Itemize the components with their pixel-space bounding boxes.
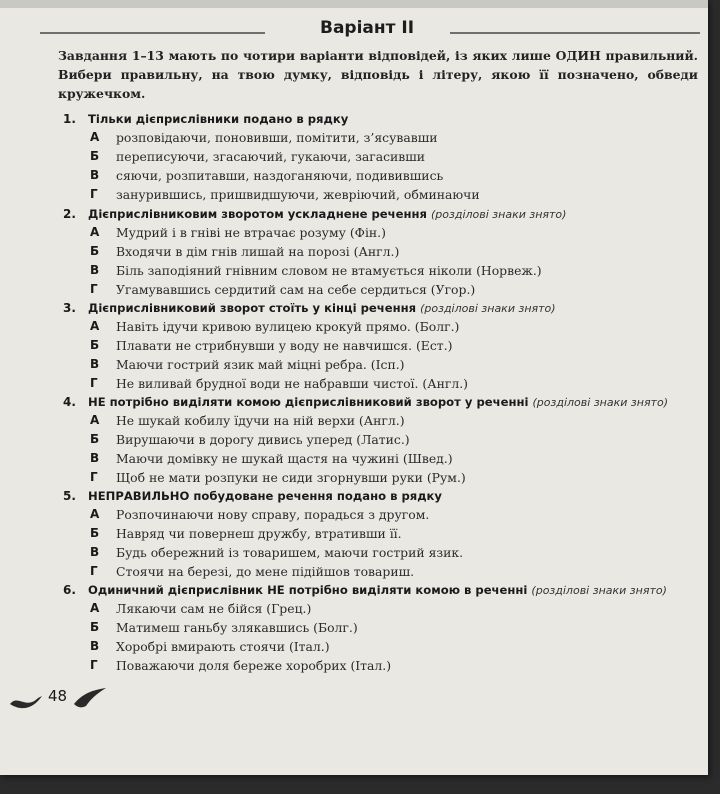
page-footer <box>8 686 128 714</box>
option-letter: Г <box>90 282 98 296</box>
question-number: 6. <box>63 583 76 597</box>
option-text: Навіть ідучи кривою вулицею крокуй прямо. (Болг.) <box>116 319 460 334</box>
option-d[interactable] <box>0 564 708 582</box>
option-d[interactable] <box>0 187 708 205</box>
option-c[interactable] <box>0 168 708 186</box>
option-text: Лякаючи сам не бійся (Грец.) <box>116 601 312 616</box>
option-letter: Г <box>90 564 98 578</box>
question-text <box>88 489 698 503</box>
question-note: (розділові знаки знято) <box>531 584 667 597</box>
option-letter: В <box>90 451 100 465</box>
option-text: Вирушаючи в дорогу дивись уперед (Латис.) <box>116 432 410 447</box>
option-c[interactable] <box>0 451 708 469</box>
option-letter: Б <box>90 526 100 540</box>
option-c[interactable] <box>0 357 708 375</box>
option-text: сяючи, розпитавши, наздоганяючи, подивившись <box>116 168 444 183</box>
option-a[interactable] <box>0 413 708 431</box>
option-text: Матимеш ганьбу злякавшись (Болг.) <box>116 620 358 635</box>
option-c[interactable] <box>0 545 708 563</box>
option-d[interactable] <box>0 470 708 488</box>
question-text <box>88 583 698 597</box>
question-prompt: Одиничний дієприслівник НЕ потрібно виділяти комою в реченні <box>88 583 528 597</box>
option-text: Розпочинаючи нову справу, порадься з другом. <box>116 507 430 522</box>
question-text <box>88 112 698 126</box>
question-text <box>88 301 698 315</box>
question-note: (розділові знаки знято) <box>420 302 556 315</box>
top-edge <box>0 0 708 8</box>
option-letter: Г <box>90 376 98 390</box>
question-text <box>88 395 698 409</box>
option-b[interactable] <box>0 244 708 262</box>
option-letter: В <box>90 639 100 653</box>
option-b[interactable] <box>0 338 708 356</box>
option-letter: А <box>90 130 100 144</box>
question-prompt: НЕПРАВИЛЬНО побудоване речення подано в рядку <box>88 489 442 503</box>
option-b[interactable] <box>0 526 708 544</box>
option-text: занурившись, пришвидшуючи, жевріючий, обминаючи <box>116 187 480 202</box>
option-a[interactable] <box>0 507 708 525</box>
option-a[interactable] <box>0 130 708 148</box>
variant-title: Варіант II <box>320 18 415 38</box>
option-c[interactable] <box>0 639 708 657</box>
option-letter: Г <box>90 470 98 484</box>
question-note: (розділові знаки знято) <box>430 208 567 221</box>
question-number: 3. <box>63 301 76 315</box>
question-number: 5. <box>63 489 76 503</box>
option-d[interactable] <box>0 658 708 676</box>
instructions: Завдання 1–13 мають по чотири варіанти відповідей, із яких лише ОДИН правильний. Вибери правильну, на твою думку, відповідь і літеру, якою її позначено, обведи кружечком. <box>58 48 698 101</box>
option-text: Будь обережний із товаришем, маючи гострий язик. <box>116 545 464 560</box>
option-letter: А <box>90 225 100 239</box>
option-letter: Б <box>90 432 100 446</box>
question-prompt: Дієприслівниковий зворот стоїть у кінці речення <box>88 301 417 315</box>
option-a[interactable] <box>0 601 708 619</box>
option-text: Плавати не стрибнувши у воду не навчишся. (Ест.) <box>116 338 453 353</box>
option-text: Не виливай брудної води не набравши чистої. (Англ.) <box>116 376 468 391</box>
option-letter: Б <box>90 149 100 163</box>
option-letter: А <box>90 319 100 333</box>
option-a[interactable] <box>0 225 708 243</box>
swash-left-icon <box>8 690 44 714</box>
option-text: Маючи домівку не шукай щастя на чужині (Швед.) <box>116 451 453 466</box>
question-prompt: НЕ потрібно виділяти комою дієприслівниковий зворот у реченні <box>88 395 529 409</box>
page-number: 48 <box>48 687 68 705</box>
question-number: 2. <box>63 207 76 221</box>
option-text: Угамувавшись сердитий сам на себе сердиться (Угор.) <box>116 282 476 297</box>
question-number: 1. <box>63 112 76 126</box>
question-note: (розділові знаки знято) <box>532 396 668 409</box>
variant-heading <box>20 18 700 44</box>
option-a[interactable] <box>0 319 708 337</box>
option-letter: В <box>90 168 100 182</box>
question-prompt: Тільки дієприслівники подано в рядку <box>88 112 349 126</box>
question-text <box>88 207 698 221</box>
option-text: переписуючи, згасаючий, гукаючи, загасивши <box>116 149 426 164</box>
option-letter: Б <box>90 338 100 352</box>
option-text: розповідаючи, поновивши, помітити, з’ясувавши <box>116 130 438 145</box>
option-text: Не шукай кобилу їдучи на ній верхи (Англ.) <box>116 413 405 428</box>
option-b[interactable] <box>0 432 708 450</box>
option-letter: В <box>90 357 100 371</box>
option-text: Щоб не мати розпуки не сиди згорнувши руки (Рум.) <box>116 470 466 485</box>
option-letter: Б <box>90 620 100 634</box>
option-letter: Г <box>90 658 98 672</box>
option-letter: Б <box>90 244 100 258</box>
question-prompt: Дієприслівниковим зворотом ускладнене речення <box>88 207 427 221</box>
heading-rule-right <box>450 32 700 34</box>
option-letter: Г <box>90 187 98 201</box>
question-number: 4. <box>63 395 76 409</box>
option-text: Хоробрі вмирають стоячи (Італ.) <box>116 639 330 654</box>
option-c[interactable] <box>0 263 708 281</box>
option-letter: А <box>90 507 100 521</box>
option-text: Поважаючи доля береже хоробрих (Італ.) <box>116 658 392 673</box>
option-text: Біль заподіяний гнівним словом не втамується ніколи (Норвеж.) <box>116 263 542 278</box>
option-d[interactable] <box>0 282 708 300</box>
option-text: Входячи в дім гнів лишай на порозі (Англ.) <box>116 244 400 259</box>
option-text: Стоячи на березі, до мене підійшов товариш. <box>116 564 415 579</box>
option-letter: В <box>90 263 100 277</box>
option-text: Навряд чи повернеш дружбу, втративши її. <box>116 526 402 541</box>
swash-right-icon <box>72 686 108 710</box>
option-letter: А <box>90 601 100 615</box>
option-text: Маючи гострий язик май міцні ребра. (Ісп.) <box>116 357 405 372</box>
option-letter: В <box>90 545 100 559</box>
option-text: Мудрий і в гніві не втрачає розуму (Фін.) <box>116 225 386 240</box>
option-b[interactable] <box>0 149 708 167</box>
option-d[interactable] <box>0 376 708 394</box>
option-b[interactable] <box>0 620 708 638</box>
heading-rule-left <box>40 32 265 34</box>
option-letter: А <box>90 413 100 427</box>
